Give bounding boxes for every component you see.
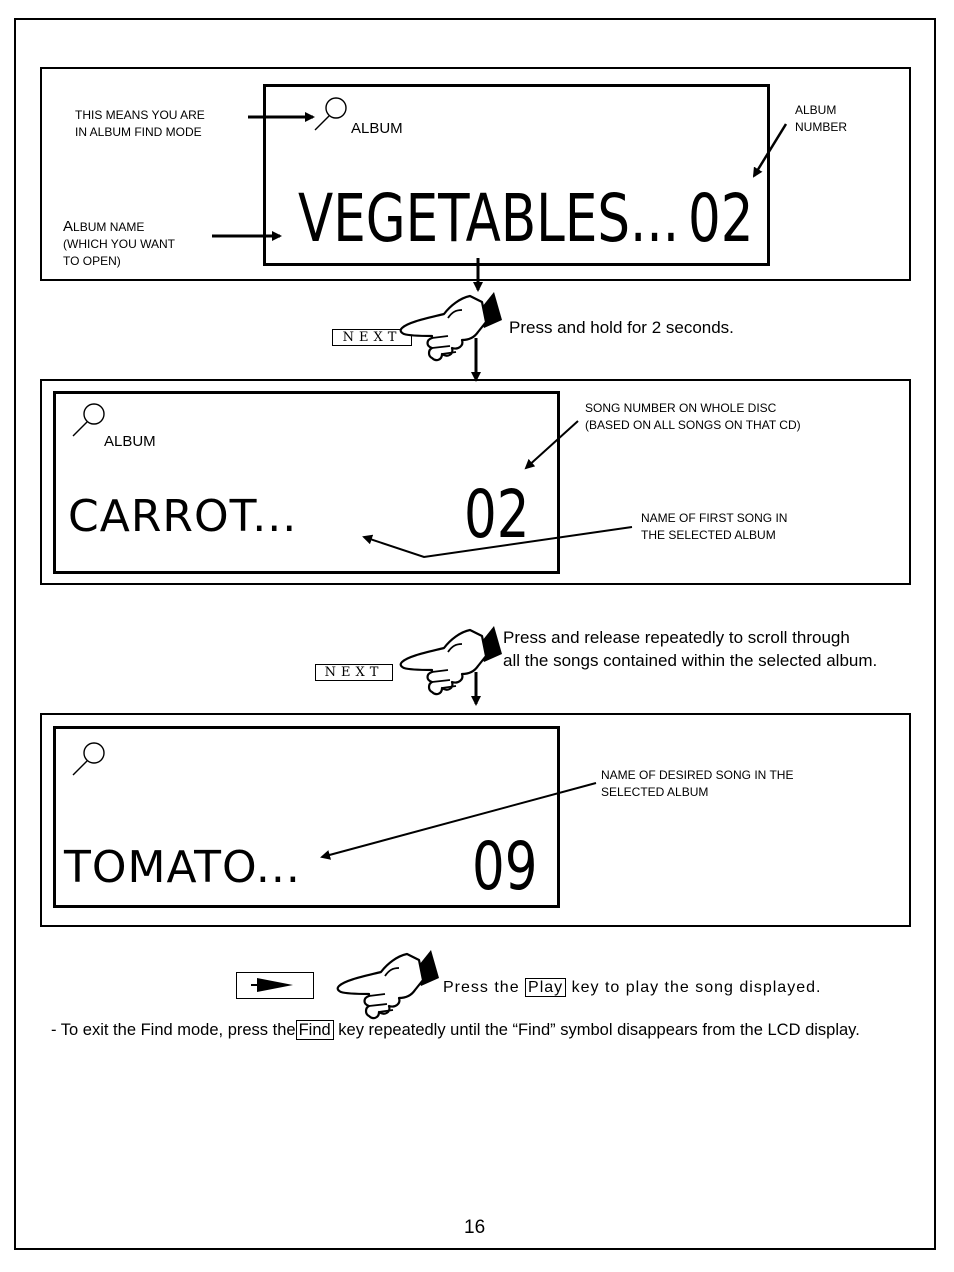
note-song-number: SONG NUMBER ON WHOLE DISC (BASED ON ALL SONGS ON THAT CD) xyxy=(585,401,801,432)
find-magnifier-icon xyxy=(315,98,346,130)
lcd-mode-label: ALBUM xyxy=(104,433,156,450)
exit-find-note: - To exit the Find mode, press the Find key repeatedly until the “Find” symbol disappears from the LCD display. xyxy=(51,1021,860,1039)
pointing-hand-icon xyxy=(401,292,502,360)
pointing-hand-icon xyxy=(338,950,439,1018)
find-magnifier-icon xyxy=(73,404,104,436)
lcd-song-number: 09 xyxy=(472,828,538,905)
lcd-album-number: 02 xyxy=(688,180,754,257)
lcd-song-number: 02 xyxy=(464,476,530,553)
next-key[interactable]: NEXT xyxy=(315,664,393,681)
note-first-song: NAME OF FIRST SONG IN THE SELECTED ALBUM xyxy=(641,511,788,542)
instruction-press-hold: Press and hold for 2 seconds. xyxy=(509,318,734,337)
lcd-mode-label: ALBUM xyxy=(351,120,403,137)
arrow-icon xyxy=(322,783,596,857)
instruction-play: Press the Play key to play the song displayed. xyxy=(443,979,822,996)
note-desired-song: NAME OF DESIRED SONG IN THE SELECTED ALBUM xyxy=(601,768,794,799)
arrow-icon xyxy=(754,124,786,176)
pointing-hand-icon xyxy=(401,626,502,694)
note-album-name: ALBUM NAME (WHICH YOU WANT TO OPEN) xyxy=(63,218,175,268)
play-key-word: Play xyxy=(525,978,566,997)
lcd-album-name: VEGETABLES... xyxy=(298,180,680,257)
lcd-song-name: CARROT... xyxy=(68,491,298,542)
find-magnifier-icon xyxy=(73,743,104,775)
find-key-word: Find xyxy=(296,1020,334,1040)
arrow-icon xyxy=(526,421,578,468)
note-find-mode: THIS MEANS YOU ARE IN ALBUM FIND MODE xyxy=(75,108,205,139)
lcd-song-name: TOMATO... xyxy=(64,842,301,893)
note-album-number: ALBUM NUMBER xyxy=(795,103,848,134)
instruction-scroll: Press and release repeatedly to scroll through all the songs contained within the selected album. xyxy=(503,628,878,670)
arrow-icon xyxy=(364,527,632,557)
page-number: 16 xyxy=(464,1217,486,1238)
next-key[interactable]: NEXT xyxy=(332,329,412,346)
